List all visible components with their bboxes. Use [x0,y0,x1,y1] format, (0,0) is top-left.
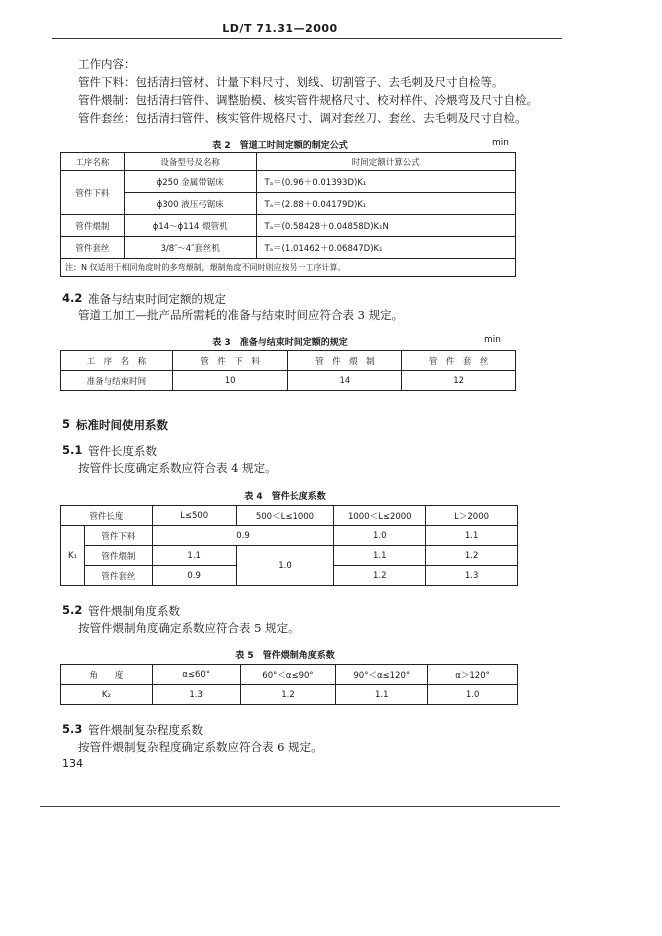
table2-formula-cell: Tₐ＝(0.58428＋0.04858D)K₁N [256,215,515,237]
table4-value-cell: 1.1 [152,546,236,566]
page-number: 134 [62,757,83,770]
table5-range-cell: 60°＜α≤90° [240,665,336,685]
work-content-line-1: 管件下料：包括清扫管材、计量下料尺寸、划线、切割管子、去毛刺及尺寸自检等。 [78,75,504,89]
table4-merged-value-cell: 1.0 [236,546,334,586]
table2-process-cell: 管件煨制 [61,215,125,237]
table4-value-cell: 0.9 [152,566,236,586]
section-5-3-text: 按管件煨制复杂程度确定系数应符合表 6 规定。 [78,740,323,754]
section-5-2-number: 5.2 [62,603,83,617]
section-5-3-number: 5.3 [62,722,83,736]
table3-row-label: 准备与结束时间 [61,371,173,391]
table5-value-cell: 1.1 [336,685,428,705]
table4-range-cell: L＞2000 [426,506,518,526]
section-5-1-title: 管件长度系数 [88,444,157,458]
table5-value-cell: 1.3 [152,685,240,705]
table5-angle-label: 角 度 [61,665,153,685]
table2-unit: min [492,138,509,148]
table2-formula-cell: Tₐ＝(2.88＋0.04179D)K₁ [256,193,515,215]
section-5-1-text: 按管件长度确定系数应符合表 4 规定。 [78,461,277,475]
document-header: LD/T 71.31—2000 [222,22,338,35]
section-4-2-title: 准备与结束时间定额的规定 [88,292,226,306]
table4-range-cell: 500＜L≤1000 [236,506,334,526]
table2-header-equipment: 设备型号及名称 [124,153,256,171]
table2-equipment-cell: ϕ250 金属带锯床 [124,171,256,193]
section-5-2-title: 管件煨制角度系数 [88,604,180,618]
section-4-2-number: 4.2 [62,291,83,305]
work-content-line-2: 管件煨制：包括清扫管件、调整胎模、核实管件规格尺寸、校对样件、冷煨弯及尺寸自检。 [78,93,538,107]
table4-value-cell: 1.3 [426,566,518,586]
table5-range-cell: 90°＜α≤120° [336,665,428,685]
table3-header-cell: 工 序 名 称 [61,351,173,371]
table5-value-cell: 1.2 [240,685,336,705]
table3-value-cell: 14 [288,371,402,391]
table5 [60,664,518,705]
table2-header-formula: 时间定额计算公式 [256,153,515,171]
table4-value-cell: 1.0 [334,526,426,546]
table5-caption: 表 5 管件煨制角度系数 [235,651,335,661]
table4-row-name: 管件煨制 [84,546,152,566]
table2-process-cell: 管件套丝 [61,237,125,259]
table5-range-cell: α＞120° [428,665,518,685]
table2-formula-cell: Tₐ＝(0.96＋0.01393D)K₁ [256,171,515,193]
table2-equipment-cell: ϕ14～ϕ114 煨管机 [124,215,256,237]
table2-header-process: 工序名称 [61,153,125,171]
table2-equipment-cell: 3/8″～4″套丝机 [124,237,256,259]
work-content-line-3: 管件套丝：包括清扫管件、核实管件规格尺寸、调对套丝刀、套丝、去毛刺及尺寸自检。 [78,111,527,125]
section-5-title: 标准时间使用系数 [76,418,168,432]
table4-value-cell: 1.2 [334,566,426,586]
table4-range-cell: 1000＜L≤2000 [334,506,426,526]
table4-caption: 表 4 管件长度系数 [244,492,326,502]
table2-process-cell: 管件下料 [61,171,125,215]
table3-value-cell: 10 [172,371,288,391]
table4-row-name: 管件套丝 [84,566,152,586]
table2-caption: 表 2 管道工时间定额的制定公式 [212,141,348,151]
table3-value-cell: 12 [402,371,516,391]
table4-range-cell: L≤500 [152,506,236,526]
section-5-3-title: 管件煨制复杂程度系数 [88,723,203,737]
table3-unit: min [484,335,501,345]
table3-header-cell: 管 件 套 丝 [402,351,516,371]
table2-formula-cell: Tₐ＝(1.01462＋0.06847D)K₁ [256,237,515,259]
header-rule [52,38,562,39]
table4-value-cell: 1.2 [426,546,518,566]
table5-k-label: K₂ [61,685,153,705]
bottom-rule [40,806,560,807]
section-5-number: 5 [62,417,71,431]
table2-equipment-cell: ϕ300 液压弓锯床 [124,193,256,215]
table3-header-cell: 管 件 煨 制 [288,351,402,371]
table5-value-cell: 1.0 [428,685,518,705]
section-5-1-number: 5.1 [62,443,83,457]
table2-note: 注：N 仅适用于相同角度时的多弯煨制，煨制角度不同时则应按另一工序计算。 [61,259,516,277]
table5-range-cell: α≤60° [152,665,240,685]
table4 [60,505,518,586]
table4-length-label: 管件长度 [61,506,153,526]
table2 [60,152,516,277]
table3-header-cell: 管 件 下 料 [172,351,288,371]
section-5-2-text: 按管件煨制角度确定系数应符合表 5 规定。 [78,621,300,635]
work-content-heading: 工作内容： [78,57,136,71]
table3-caption: 表 3 准备与结束时间定额的规定 [212,338,348,348]
table3 [60,350,516,391]
table4-value-cell: 1.1 [334,546,426,566]
table4-value-cell: 0.9 [152,526,334,546]
table4-k-label: K₁ [61,526,85,586]
section-4-2-text: 管道工加工—批产品所需耗的准备与结束时间应符合表 3 规定。 [78,308,404,322]
table4-value-cell: 1.1 [426,526,518,546]
table4-row-name: 管件下料 [84,526,152,546]
